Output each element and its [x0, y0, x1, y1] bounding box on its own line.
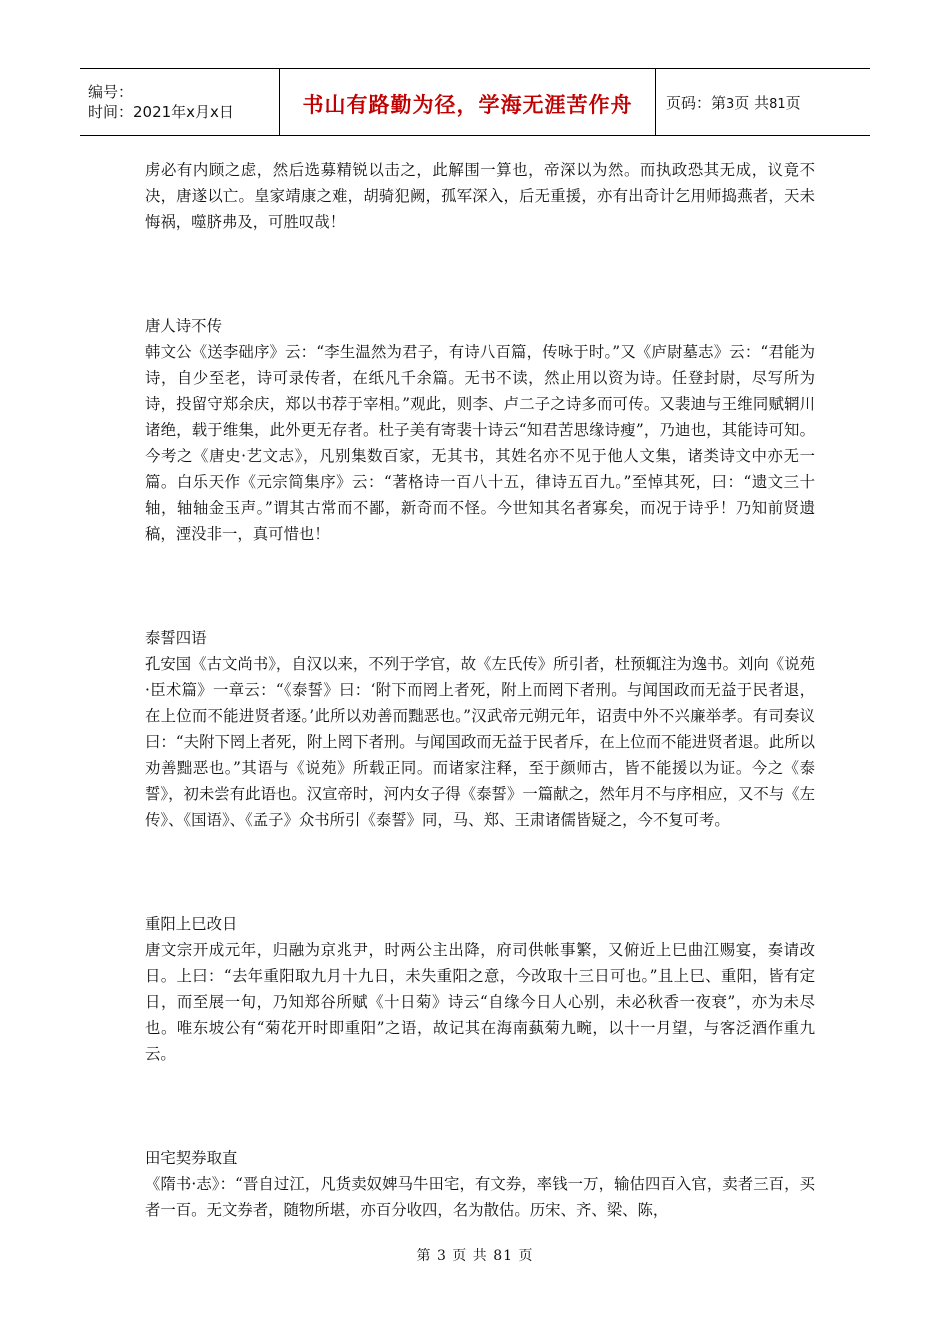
- section-spacer: [145, 833, 815, 911]
- page-prefix: 页码：第: [666, 93, 727, 112]
- serial-label: 编号：: [88, 83, 134, 101]
- section-body-chongyang: 唐文宗开成元年，归融为京兆尹，时两公主出降，府司供帐事繁，又俯近上巳曲江赐宴，奏请改日。上曰：“去年重阳取九月十九日，未失重阳之意，今改取十三日可也。”且上巳、重阳，皆有定日，而至展一旬，乃知郑谷所赋《十日菊》诗云“自缘今日人心别，未必秋香一夜衰”，亦为未尽也。唯东坡公有“菊花开时即重阳”之语，故记其在海南蓺菊九畹，以十一月望，与客泛酒作重九云。: [145, 941, 815, 1063]
- section-spacer: [145, 235, 815, 313]
- section-title-taishi: 泰誓四语: [145, 629, 207, 647]
- header-meta-cell: [80, 69, 280, 135]
- page-header: [80, 68, 870, 136]
- document-body: [145, 157, 815, 1223]
- section-spacer: [145, 547, 815, 625]
- section-body-land-deeds: 《隋书·志》：“晋自过江，凡货卖奴婢马牛田宅，有文券，率钱一万，输估四百入官，卖者三百，买者一百。无文券者，随物所堪，亦百分收四，名为散估。历宋、齐、梁、陈，: [145, 1175, 815, 1219]
- page-current: 3: [726, 96, 735, 112]
- page-mid: 页 共: [734, 93, 770, 112]
- header-motto-cell: [280, 69, 656, 135]
- section-title-tang-poems: 唐人诗不传: [145, 317, 222, 335]
- section-title-land-deeds: 田宅契券取直: [145, 1149, 238, 1167]
- intro-paragraph: 虏必有内顾之虑，然后选募精锐以击之，此解围一算也，帝深以为然。而执政恐其无成，议竟不决，唐遂以亡。皇家靖康之难，胡骑犯阙，孤军深入，后无重援，亦有出奇计乞用师捣燕者，天未悔祸，噬脐弗及，可胜叹哉！: [145, 161, 815, 231]
- motto-text: 书山有路勤为径，学海无涯苦作舟: [302, 93, 633, 117]
- page-suffix: 页: [785, 93, 801, 112]
- section-body-tang-poems: 韩文公《送李础序》云：“李生温然为君子，有诗八百篇，传咏于时。”又《庐尉墓志》云：“君能为诗，自少至老，诗可录传者，在纸凡千余篇。无书不读，然止用以资为诗。任登封尉，尽写所为诗，投留守郑余庆，郑以书荐于宰相。”观此，则李、卢二子之诗多而可传。又裴迪与王维同赋辋川诸绝，载于维集，此外更无存者。杜子美有寄裴十诗云“知君苦思缘诗瘦”，乃迪也，其能诗可知。今考之《唐史·艺文志》，凡别集数百家，无其书，其姓名亦不见于他人文集，诸类诗文中亦无一篇。白乐天作《元宗简集序》云：“著格诗一百八十五，律诗五百九。”至悼其死，曰：“遗文三十轴，轴轴金玉声。”谓其古常而不鄙，新奇而不怪。今世知其名者寡矣，而况于诗乎！乃知前贤遗稿，湮没非一，真可惜也！: [145, 343, 815, 543]
- section-body-taishi: 孔安国《古文尚书》，自汉以来，不列于学官，故《左氏传》所引者，杜预辄注为逸书。刘向《说苑·臣术篇》一章云：“《泰誓》曰：‘附下而罔上者死，附上而罔下者刑。与闻国政而无益于民者退，在上位而不能进贤者逐。’此所以劝善而黜恶也。”汉武帝元朔元年，诏责中外不兴廉举孝。有司奏议曰：“夫附下罔上者死，附上罔下者刑。与闻国政而无益于民者斥，在上位而不能进贤者退。此所以劝善黜恶也。”其语与《说苑》所载正同。而诸家注释，至于颜师古，皆不能援以为证。今之《泰誓》，初未尝有此语也。汉宣帝时，河内女子得《泰誓》一篇献之，然年月不与序相应，又不与《左传》、《国语》、《孟子》众书所引《泰誓》同，马、郑、王肃诸儒皆疑之，今不复可考。: [145, 655, 815, 829]
- time-label: 时间：2021年x月x日: [88, 103, 234, 121]
- page-indicator: [666, 92, 870, 113]
- header-page-cell: [656, 69, 870, 135]
- section-spacer: [145, 1067, 815, 1145]
- page-total: 81: [769, 96, 786, 112]
- section-title-chongyang: 重阳上巳改日: [145, 915, 238, 933]
- page-footer: 第 3 页 共 81 页: [416, 1248, 534, 1264]
